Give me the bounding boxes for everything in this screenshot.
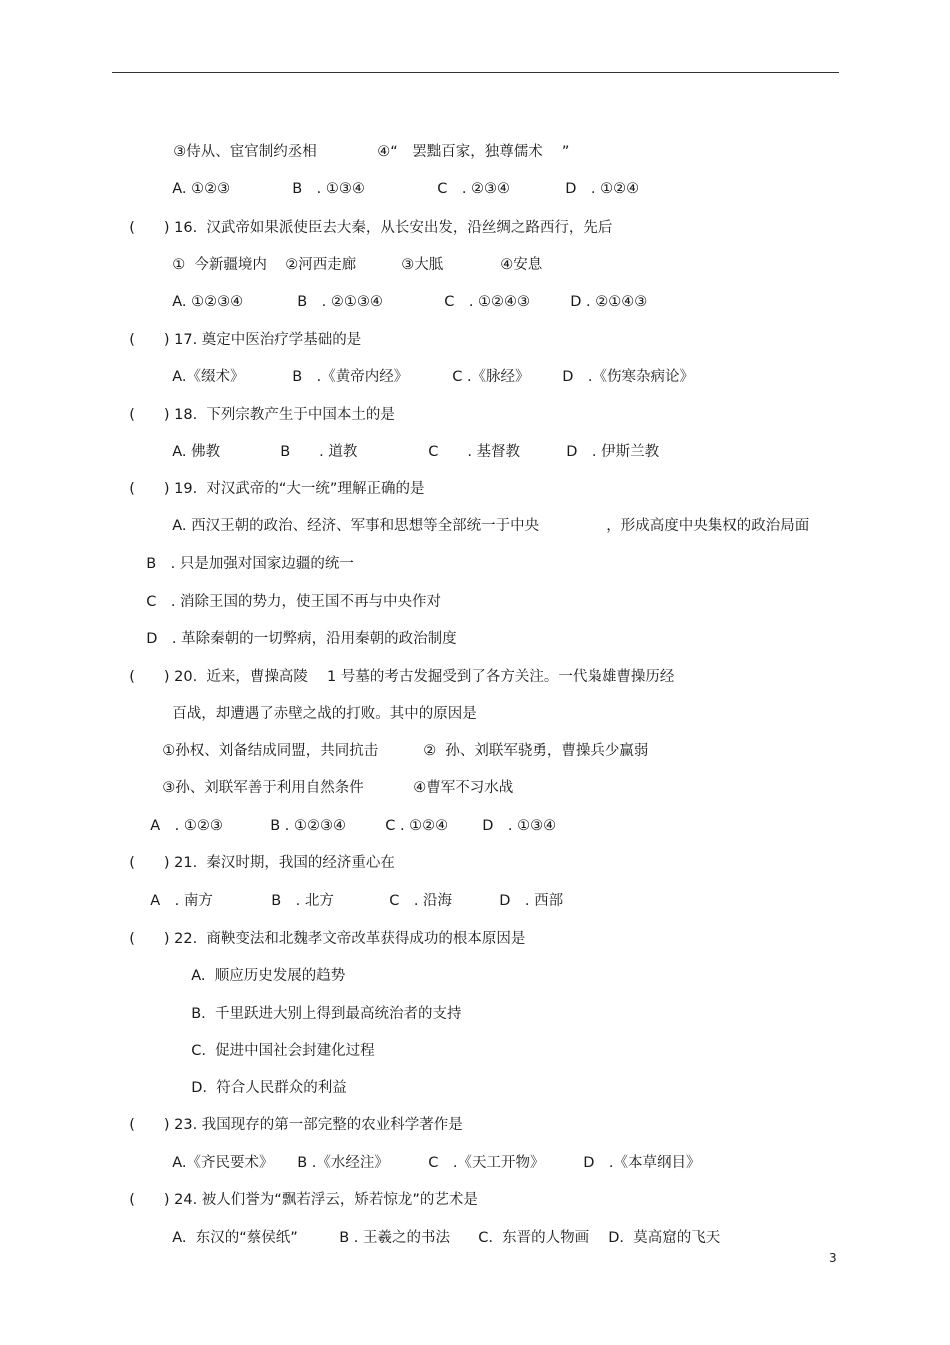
question-text: ( ) 24. 被人们誉为“飘若浮云，矫若惊龙”的艺术是 [129, 1192, 478, 1208]
option-item [414, 721, 648, 761]
option-line [368, 122, 569, 162]
choice-b [137, 534, 354, 574]
page-number: 3 [829, 1251, 837, 1265]
choice-c: C . ①②④③ [444, 294, 531, 310]
choice-c: C . ①②④ [385, 818, 449, 834]
option-text: ④“ 罢黜百家，独尊儒术 ” [377, 144, 570, 160]
option-item [153, 758, 364, 798]
choice-a [163, 496, 539, 536]
choice-c [182, 1021, 375, 1061]
choice-d: D. 莫高窟的飞天 [608, 1230, 721, 1246]
option-text: ①孙权、刘备结成同盟，共同抗击 [162, 743, 379, 759]
choice-b: B . 王羲之的书法 [339, 1230, 450, 1246]
item-3: ③大胝 [401, 257, 444, 273]
choice-b: B . ②①③④ [297, 294, 383, 310]
option-text: ④曹军不习水战 [413, 780, 514, 796]
choice-d: D .《本草纲目》 [583, 1155, 701, 1171]
choice-text: C . 消除王国的势力，使王国不再与中央作对 [146, 594, 442, 610]
question-text: ( ) 19. 对汉武帝的“大一统”理解正确的是 [129, 481, 425, 497]
option-text: ③侍从、宦官制约丞相 [173, 144, 317, 160]
question-text: 百战，却遭遇了赤壁之战的打败。其中的原因是 [172, 706, 477, 722]
choice-a: A . 南方 [150, 893, 213, 909]
choice-d: D . 西部 [499, 893, 564, 909]
question-text: ( ) 20. 近来，曹操高陵 1 号墓的考古发掘受到了各方关注。一代枭雄曹操历经 [129, 669, 675, 685]
answer-choices [141, 796, 556, 836]
question-20-continued [163, 684, 477, 724]
choice-text: A. 顺应历史发展的趋势 [191, 968, 346, 984]
item-1: ① 今新疆境内 [172, 257, 267, 273]
answer-choices [163, 347, 694, 387]
option-text: ② 孙、刘联军骁勇，曹操兵少赢弱 [423, 743, 649, 759]
choice-d [137, 609, 457, 649]
choice-d: D .《伤寒杂病论》 [562, 369, 694, 385]
choice-d: D . ①③④ [482, 818, 557, 834]
question-text: ( ) 17. 奠定中医治疗学基础的是 [129, 332, 362, 348]
choice-text: D. 符合人民群众的利益 [191, 1080, 347, 1096]
answer-choices [163, 1133, 701, 1173]
question-17 [120, 310, 361, 350]
choice-d [182, 1058, 347, 1098]
item-4: ④安息 [500, 257, 543, 273]
answer-choices [163, 422, 659, 462]
choice-text: ，形成高度中央集权的政治局面 [606, 518, 810, 534]
choice-text: A. 西汉王朝的政治、经济、军事和思想等全部统一于中央 [172, 518, 540, 534]
choice-text: C. 促进中国社会封建化过程 [191, 1043, 375, 1059]
answer-choices [141, 871, 563, 911]
choice-c: C .《脉经》 [452, 369, 530, 385]
choice-a [182, 946, 345, 986]
choice-a: A.《齐民要术》 [172, 1155, 274, 1171]
choice-c: C .《天工开物》 [428, 1155, 545, 1171]
choice-b: B .《黄帝内经》 [292, 369, 409, 385]
option-text: ③孙、刘联军善于利用自然条件 [162, 780, 364, 796]
choice-b: B . 北方 [271, 893, 334, 909]
answer-choices [163, 272, 647, 312]
question-18 [120, 385, 395, 425]
option-line [164, 122, 317, 162]
option-item [153, 721, 378, 761]
choice-c: C . 基督教 [428, 444, 521, 460]
question-text: ( ) 22. 商鞅变法和北魏孝文帝改革获得成功的根本原因是 [129, 931, 526, 947]
choice-a: A. 佛教 [172, 444, 221, 460]
option-item [404, 758, 513, 798]
choice-d: D . 伊斯兰教 [566, 444, 660, 460]
question-16 [120, 198, 612, 238]
question-text: ( ) 21. 秦汉时期，我国的经济重心在 [129, 855, 395, 871]
question-22 [120, 909, 525, 949]
item-2: ②河西走廊 [285, 257, 357, 273]
choice-text: B . 只是加强对国家边疆的统一 [146, 556, 354, 572]
question-20 [120, 647, 674, 687]
header-rule [112, 72, 839, 73]
question-19 [120, 459, 424, 499]
answer-choices [163, 1208, 720, 1248]
choice-b [182, 984, 462, 1024]
question-24 [120, 1170, 478, 1210]
option-items [163, 235, 542, 275]
choice-c: C. 东晋的人物画 [478, 1230, 590, 1246]
choice-c [137, 572, 441, 612]
choice-a: A. ①②③ [172, 181, 231, 197]
choice-d: D . ①②④ [565, 181, 640, 197]
choice-a: A.《缀术》 [172, 369, 245, 385]
choice-a: A. 东汉的“蔡侯纸” [172, 1230, 298, 1246]
choice-b: B .《水经注》 [297, 1155, 389, 1171]
question-text: ( ) 16. 汉武帝如果派使臣去大秦，从长安出发，沿丝绸之路西行，先后 [129, 220, 613, 236]
question-text: ( ) 23. 我国现存的第一部完整的农业科学著作是 [129, 1117, 463, 1133]
question-21 [120, 833, 395, 873]
choice-d: D . ②①④③ [570, 294, 648, 310]
choice-text: D . 革除秦朝的一切弊病，沿用秦朝的政治制度 [146, 631, 457, 647]
choice-a-continued [597, 496, 809, 536]
choice-a: A . ①②③ [150, 818, 223, 834]
question-text: ( ) 18. 下列宗教产生于中国本土的是 [129, 407, 395, 423]
choice-text: B. 千里跃进大别上得到最高统治者的支持 [191, 1006, 462, 1022]
choice-c: C . 沿海 [389, 893, 453, 909]
choice-b: B . ①②③④ [270, 818, 346, 834]
choice-b: B . 道教 [280, 444, 358, 460]
choice-a: A. ①②③④ [172, 294, 244, 310]
answer-choices [163, 159, 639, 199]
choice-b: B . ①③④ [292, 181, 365, 197]
choice-c: C . ②③④ [437, 181, 511, 197]
question-23 [120, 1095, 463, 1135]
